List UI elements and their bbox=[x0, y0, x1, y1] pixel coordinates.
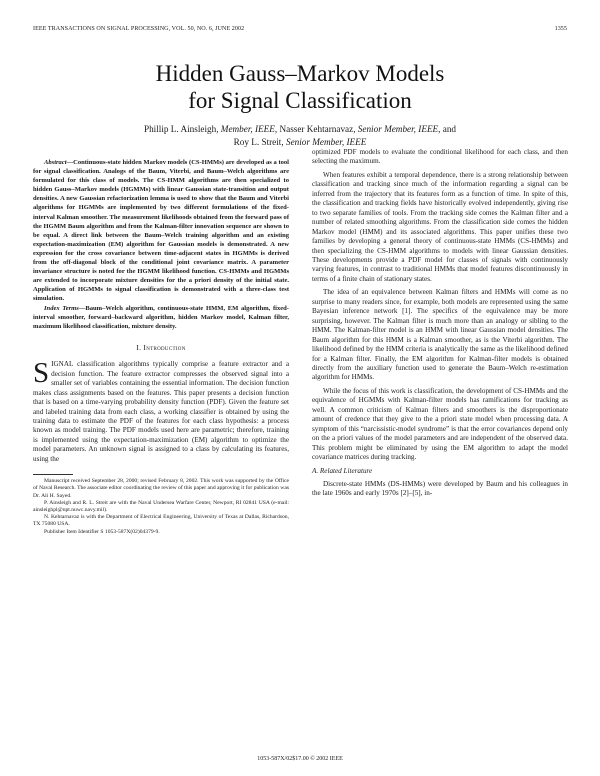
intro-text: classification algorithms typically comprise a feature extractor and a decision function. The feature extractor compresses the observed signal into a smaller set of variables containing the essential information. The decision function makes class assignments based on the features. This paper presents a decision function that is based on a time-varying probability density function (PDF). Given the feature set and labeled training data from each class, a working classifier is obtained by using the training data to estimate the PDF of the features for each class hypothesis: a process known as model training. The PDF models used here are parametric; therefore, training is implemented using the expectation-maximization (EM) algorithm to optimize the model parameters. An unknown signal is assigned to a class by calculating its features, using the bbox=[33, 360, 289, 463]
subsection-heading-related-literature: A. Related Literature bbox=[312, 466, 373, 475]
intro-paragraph bbox=[33, 357, 289, 464]
footnote-manuscript: Manuscript received September 28, 2000; revised February 8, 2002. This work was supported by the Office of Naval Research. The associate editor coordinating the review of this paper and approving it for publication was Dr. Ali H. Sayed. bbox=[33, 478, 289, 499]
index-terms bbox=[33, 304, 289, 331]
section-heading-introduction: I. Introduction bbox=[136, 342, 186, 352]
title-line-2: for Signal Classification bbox=[188, 88, 412, 113]
page-number: 1355 bbox=[554, 26, 567, 32]
abstract-text: Continuous-state hidden Markov models (CS-HMMs) are developed as a tool for signal classification. Analogs of the Baum, Viterbi, and Baum–Welch algorithms are formulated for this class of models. The CS-HMM algorithms are then specialized to hidden Gauss–Markov models (HGMMs) with linear Gaussian state-transition and output densities. A new Gaussian refactorization lemma is used to show that the Baum and Viterbi algorithms for HGMMs are implemented by two different formulations of the fixed-interval Kalman smoother. The measurement likelihoods obtained from the forward pass of the HGMM Baum algorithm and from the Kalman-filter innovation sequence are shown to be equal. A direct link between the Baum–Welch training algorithm and an existing expectation-maximization (EM) algorithm for Gaussian models is demonstrated. A new expression for the cross covariance between time-adjacent states in HGMMs is derived from the off-diagonal block of the conditional joint covariance matrix. A parameter invariance structure is noted for the HGMM likelihood function. CS-HMMs and HGMMs are extended to incorporate mixture densities for the a priori density of the initial state. Application of HGMMs to signal classification is demonstrated with a three-class test simulation. bbox=[33, 159, 289, 303]
running-header bbox=[33, 26, 567, 36]
abstract-label: Abstract— bbox=[44, 159, 74, 166]
author-line-1 bbox=[0, 123, 600, 136]
author-1: Phillip L. Ainsleigh, bbox=[143, 124, 221, 134]
abstract bbox=[33, 158, 289, 304]
footnote-affiliation-2: N. Kehtarnavaz is with the Department of Electrical Engineering, University of Texas at Dallas, Richardson, TX 75080 USA. bbox=[33, 514, 289, 528]
right-paragraph-5: Discrete-state HMMs (DS-HMMs) were developed by Baum and his colleagues in the late 1960s and early 1970s [2]–[5], in- bbox=[312, 479, 568, 498]
right-paragraph-1: optimized PDF models to evaluate the conditional likelihood for each class, and then selecting the maximum. bbox=[312, 148, 568, 166]
author-2: , Nasser Kehtarnavaz, bbox=[274, 124, 358, 134]
right-paragraph-4: While the focus of this work is classification, the development of CS-HMMs and the equivalence of HGMMs with Kalman-filter models has ramifications for tracking as well. A common criticism of Kalman filters and smoothers is the disproportionate amount of credence that they give to the a priori state model when processing data. A symptom of this “narcissistic-model syndrome” is that the error covariances depend only on the a priori values of the model parameters and are independent of the observed data. This problem might be eliminated by using the EM algorithm to adapt the model covariance matrices during tracking. bbox=[312, 386, 568, 462]
author-3-role: Senior Member, IEEE bbox=[285, 137, 367, 147]
author-1-role: Member, IEEE bbox=[220, 124, 275, 134]
journal-info: IEEE TRANSACTIONS ON SIGNAL PROCESSING, VOL. 50, NO. 6, JUNE 2002 bbox=[33, 26, 245, 32]
author-2-role: Senior Member, IEEE bbox=[357, 124, 439, 134]
author-list bbox=[0, 123, 600, 149]
index-terms-text: Baum–Welch algorithm, continuous-state HMM, EM algorithm, fixed-interval smoother, forward–backward algorithm, hidden Markov model, Kalman filter, maximum likelihood classification, mixture density. bbox=[33, 304, 289, 330]
right-paragraph-2: When features exhibit a temporal dependence, there is a strong relationship between classification and tracking since much of the information regarding a signal can be inferred from the trajectory that its features form as a function of time. In spite of this, the classification and tracking fields have historically evolved independently, giving rise to two separate families of tools. From the tracking side comes the Kalman filter and a number of related smoothing algorithms. From the classification side comes the hidden Markov model (HMM) and its associated algorithms. This paper unifies these two families by developing a general theory of continuous-state HMMs (CS-HMMs) and then specializing the CS-HMM algorithms to models with linear Gaussian densities. These developments provide a PDF model for classes of signals with continuously varying features, in contrast to traditional HMMs that model features discontinuously in terms of a finite chain of stationary states. bbox=[312, 170, 568, 283]
footnote-identifier: Publisher Item Identifier S 1053-587X(02)04379-9. bbox=[44, 528, 160, 535]
right-column bbox=[312, 148, 568, 499]
author-2-tail: , and bbox=[438, 124, 457, 134]
footnote-affiliation-1: P. Ainsleigh and R. L. Streit are with the Naval Undersea Warfare Center, Newport, RI 02841 USA (e-mail: ainsleighpl@npt.nuwc.navy.mil). bbox=[33, 499, 289, 514]
author-3: Roy L. Streit, bbox=[233, 137, 286, 147]
left-column bbox=[33, 158, 289, 536]
copyright-footer: 1053-587X/02$17.00 © 2002 IEEE bbox=[257, 756, 343, 762]
right-paragraph-3: The idea of an equivalence between Kalman filters and HMMs will come as no surprise to many readers since, for example, both models are represented using the same Bayesian inference network [1]. The specifics of the equivalence may be more surprising, however. The Kalman filter is much more than an analogy or sibling to the HMM. The Kalman-filter model is an HMM with linear Gaussian model densities. The Baum algorithm for this HMM is a Kalman smoother, as is the Viterbi algorithm. The likelihood defined by the HMM criteria is analytically the same as the likelihood defined for a Kalman filter. Finally, the EM algorithm for Kalman-filter models is obtained directly from the auxiliary function used to generate the Baum–Welch re-estimation algorithm for HMMs. bbox=[312, 288, 568, 382]
index-terms-label: Index Terms— bbox=[44, 304, 86, 312]
drop-cap: S bbox=[33, 357, 50, 390]
paper-title bbox=[0, 60, 600, 114]
intro-lead: IGNAL bbox=[51, 360, 74, 369]
footnote-rule bbox=[33, 474, 73, 475]
title-line-1: Hidden Gauss–Markov Models bbox=[155, 61, 445, 86]
